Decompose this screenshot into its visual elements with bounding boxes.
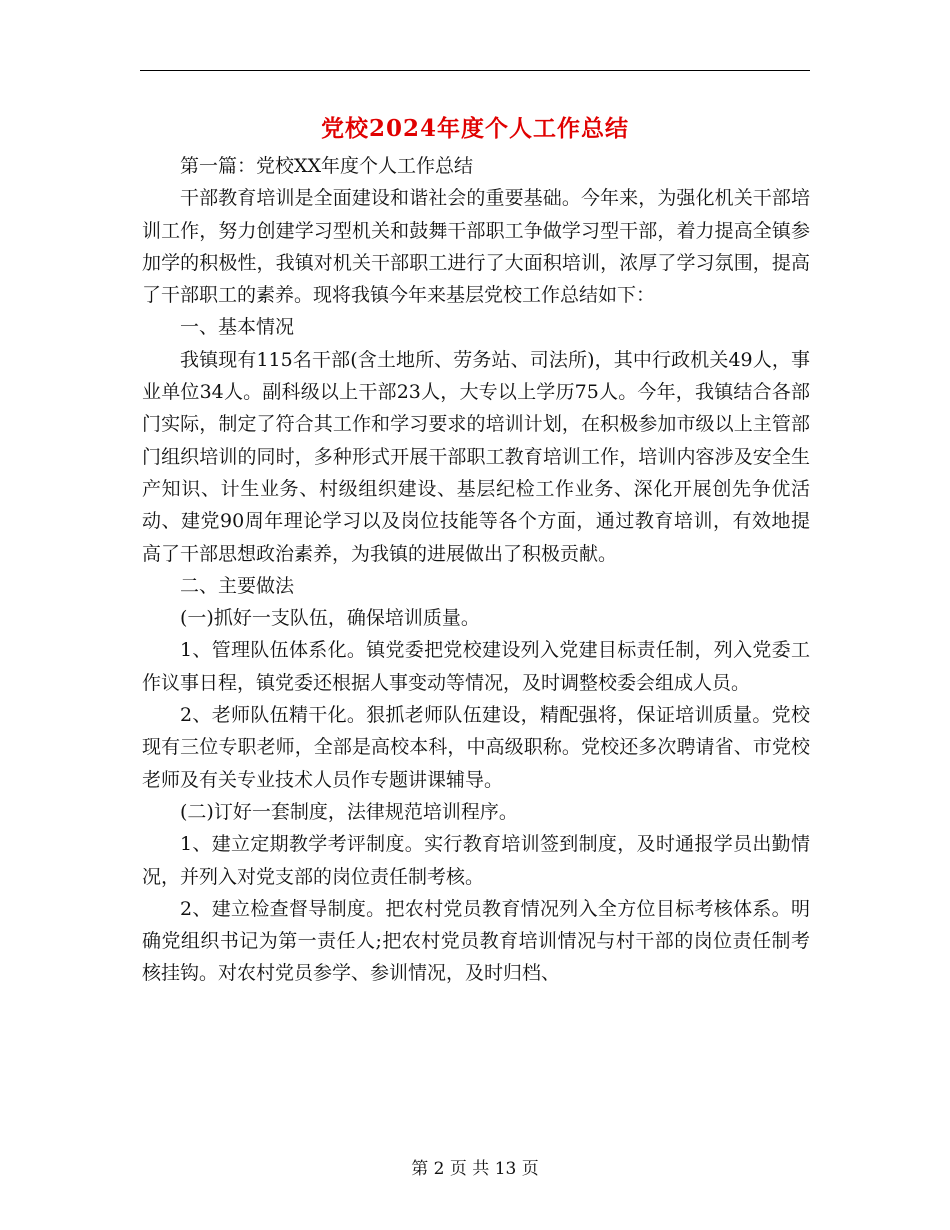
paragraph: 2、建立检查督导制度。把农村党员教育情况列入全方位目标考核体系。明确党组织书记为第一责任人;把农村党员教育培训情况与村干部的岗位责任制考核挂钩。对农村党员参学、参训情况，及时归档、	[142, 897, 810, 985]
paragraph: 干部教育培训是全面建设和谐社会的重要基础。今年来，为强化机关干部培训工作，努力创建学习型机关和鼓舞干部职工争做学习型干部，着力提高全镇参加学的积极性，我镇对机关干部职工进行了大面积培训，浓厚了学习氛围，提高了干部职工的素养。现将我镇今年来基层党校工作总结如下：	[142, 187, 810, 307]
document-title: 党校2024年度个人工作总结	[320, 115, 629, 142]
header-rule	[140, 70, 810, 71]
document-body	[142, 150, 810, 990]
section-heading: 二、主要做法	[180, 574, 295, 597]
section-heading: 第一篇：党校XX年度个人工作总结	[180, 155, 474, 177]
section-heading: 一、基本情况	[180, 316, 295, 339]
paragraph: 2、老师队伍精干化。狠抓老师队伍建设，精配强将，保证培训质量。党校现有三位专职老师，全部是高校本科，中高级职称。党校还多次聘请省、市党校老师及有关专业技术人员作专题讲课辅导。	[142, 704, 810, 791]
paragraph: 1、管理队伍体系化。镇党委把党校建设列入党建目标责任制，列入党委工作议事日程，镇党委还根据人事变动等情况，及时调整校委会组成人员。	[142, 639, 810, 694]
paragraph: 1、建立定期教学考评制度。实行教育培训签到制度，及时通报学员出勤情况，并列入对党支部的岗位责任制考核。	[142, 833, 810, 888]
page-number: 第 2 页 共 13 页	[411, 1159, 539, 1179]
subsection-heading: (二)订好一套制度，法律规范培训程序。	[180, 800, 518, 823]
paragraph: 我镇现有115名干部(含土地所、劳务站、司法所)，其中行政机关49人，事业单位34人。副科级以上干部23人，大专以上学历75人。今年，我镇结合各部门实际，制定了符合其工作和学习要求的培训计划，在积极参加市级以上主管部门组织培训的同时，多种形式开展干部职工教育培训工作，培训内容涉及安全生产知识、计生业务、村级组织建设、基层纪检工作业务、深化开展创先争优活动、建党90周年理论学习以及岗位技能等各个方面，通过教育培训，有效地提高了干部思想政治素养，为我镇的进展做出了积极贡献。	[142, 348, 810, 565]
subsection-heading: (一)抓好一支队伍，确保培训质量。	[180, 607, 480, 630]
